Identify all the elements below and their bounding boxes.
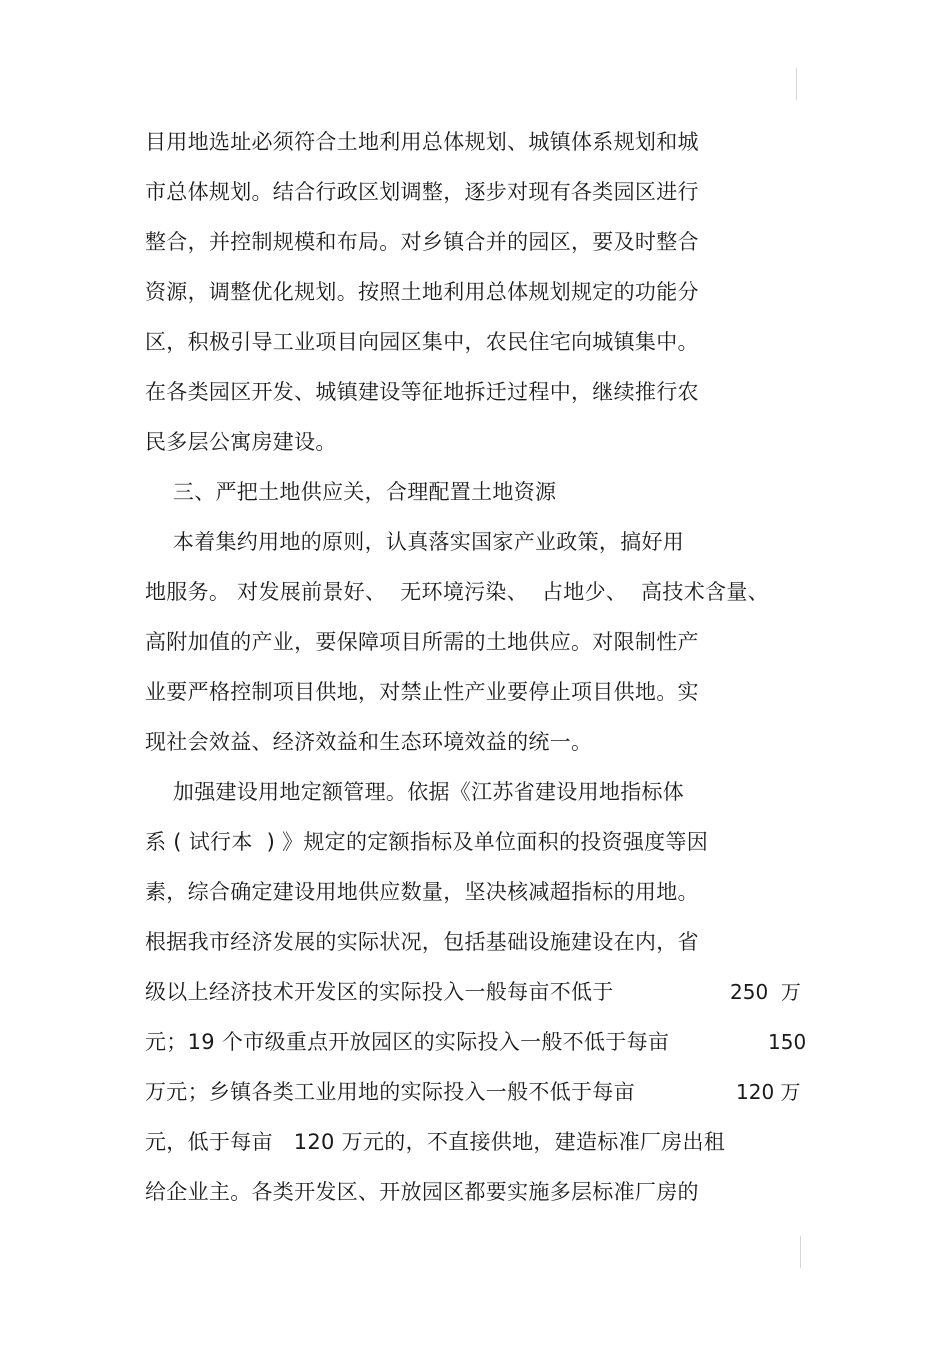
text-line-16: 素，综合确定建设用地供应数量，坚决核减超指标的用地。	[145, 880, 699, 904]
page-corner-mark-top	[796, 68, 797, 100]
text-line-20: 万元；乡镇各类工业用地的实际投入一般不低于每亩	[145, 1080, 635, 1104]
text-line-13: 现社会效益、经济效益和生态环境效益的统一。	[145, 730, 593, 754]
text-line-15: 系 ( 试行本 ) 》规定的定额指标及单位面积的投资强度等因	[145, 830, 709, 854]
text-line-7: 民多层公寓房建设。	[145, 430, 337, 454]
text-line-14: 加强建设用地定额管理。依据《江苏省建设用地指标体	[145, 780, 685, 804]
text-line-19: 元；19 个市级重点开放园区的实际投入一般不低于每亩	[145, 1030, 670, 1054]
text-line-4: 资源，调整优化规划。按照土地利用总体规划规定的功能分	[145, 280, 699, 304]
text-line-1: 目用地选址必须符合土地利用总体规划、城镇体系规划和城	[145, 130, 699, 154]
text-line-18: 级以上经济技术开发区的实际投入一般每亩不低于	[145, 980, 614, 1004]
text-line-21: 元，低于每亩 120 万元的，不直接供地，建造标准厂房出租	[145, 1130, 726, 1154]
text-line-19-trailing: 150	[768, 1030, 807, 1054]
section-heading: 三、严把土地供应关，合理配置土地资源	[145, 480, 557, 504]
text-line-9: 本着集约用地的原则，认真落实国家产业政策，搞好用	[145, 530, 685, 554]
text-line-2: 市总体规划。结合行政区划调整，逐步对现有各类园区进行	[145, 180, 699, 204]
text-line-18-trailing: 250 万	[730, 980, 801, 1004]
page-corner-mark-bottom	[800, 1236, 801, 1268]
text-line-5: 区，积极引导工业项目向园区集中，农民住宅向城镇集中。	[145, 330, 699, 354]
text-line-6: 在各类园区开发、城镇建设等征地拆迁过程中，继续推行农	[145, 380, 699, 404]
text-line-22: 给企业主。各类开发区、开放园区都要实施多层标准厂房的	[145, 1180, 699, 1204]
text-line-12: 业要严格控制项目供地，对禁止性产业要停止项目供地。实	[145, 680, 699, 704]
text-line-20-trailing: 120 万	[736, 1080, 801, 1104]
text-line-11: 高附加值的产业，要保障项目所需的土地供应。对限制性产	[145, 630, 699, 654]
text-line-10: 地服务。 对发展前景好、 无环境污染、 占地少、 高技术含量、	[145, 580, 769, 604]
text-line-17: 根据我市经济发展的实际状况，包括基础设施建设在内，省	[145, 930, 699, 954]
text-line-3: 整合，并控制规模和布局。对乡镇合并的园区，要及时整合	[145, 230, 699, 254]
